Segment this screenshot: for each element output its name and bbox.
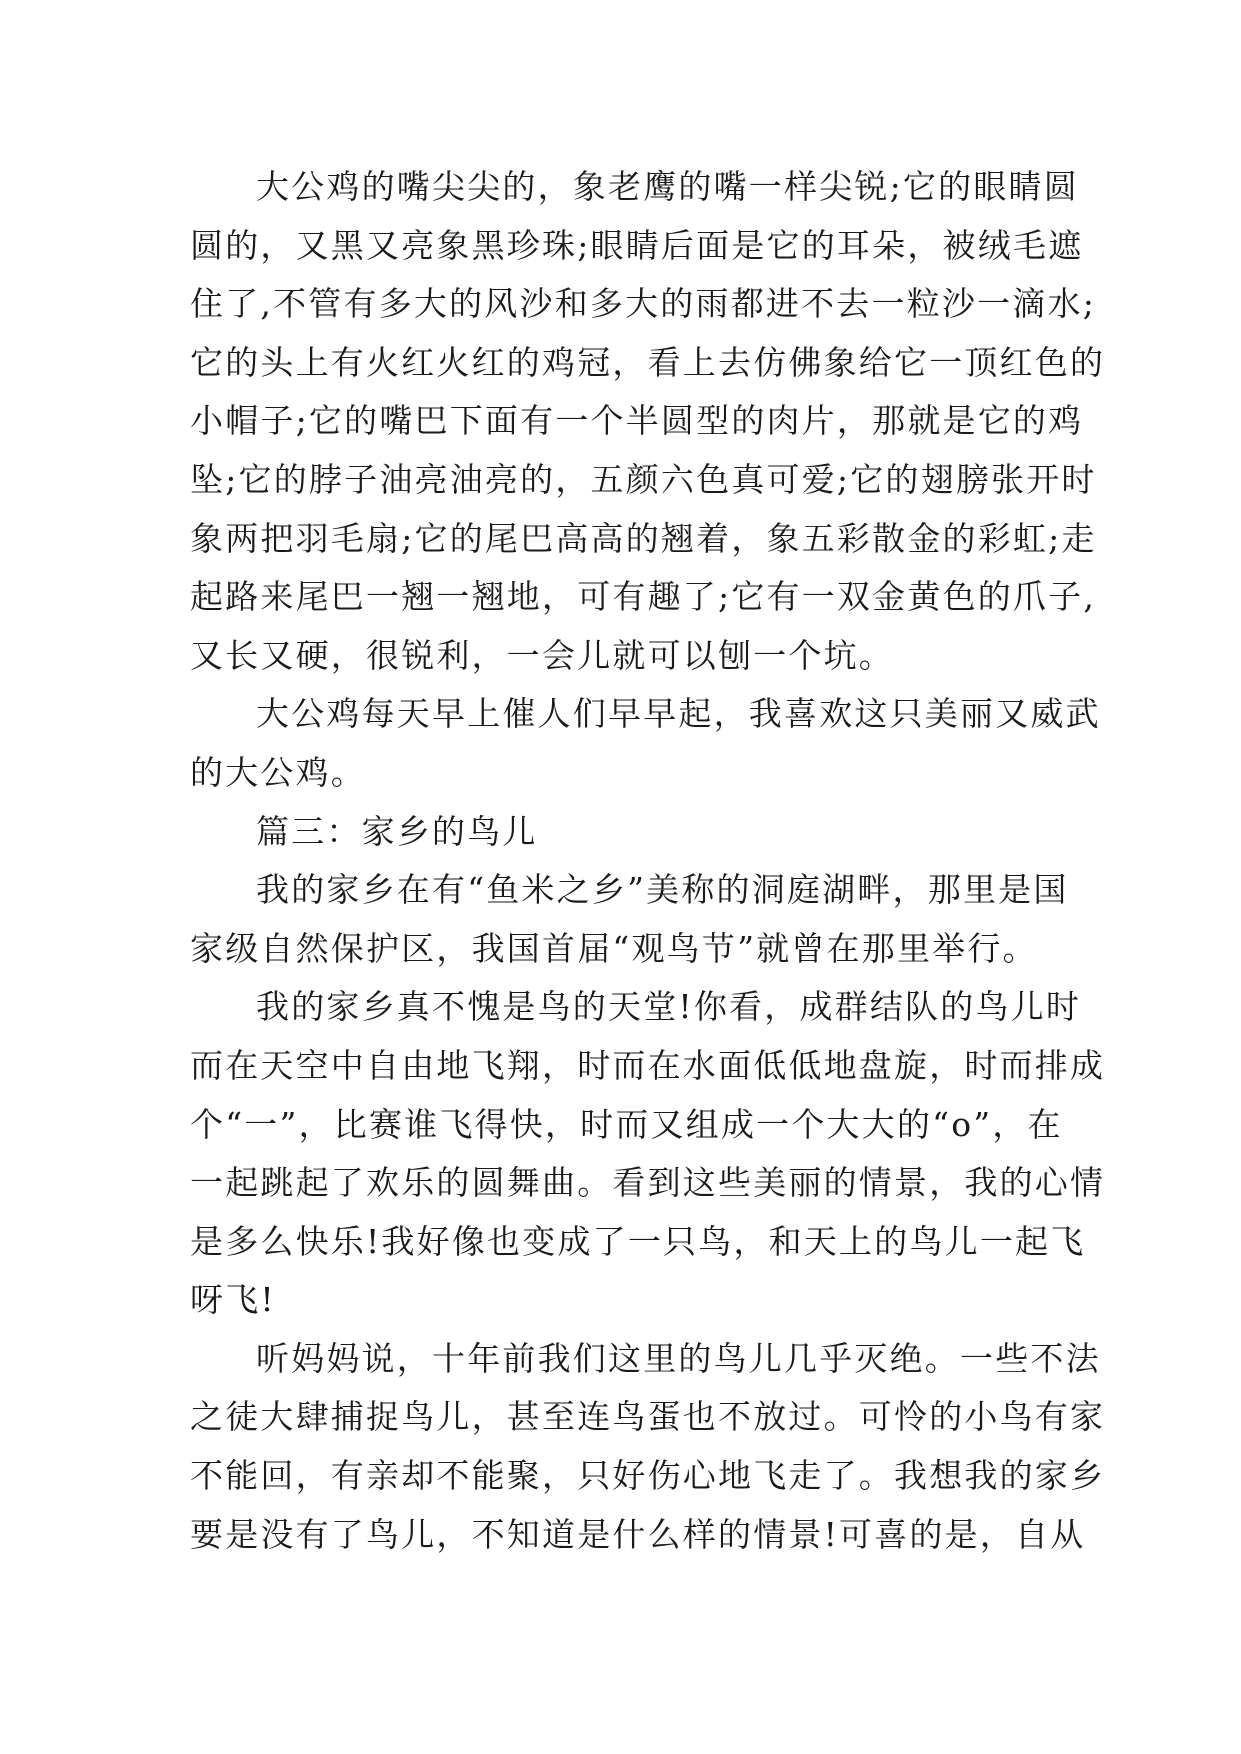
text-line: 又长又硬，很锐利，一会儿就可以刨一个坑。 (190, 635, 894, 675)
paragraph-rooster-description (190, 158, 1106, 685)
body-text (190, 158, 1106, 1564)
text-line: 呀飞! (190, 1280, 276, 1320)
text-line: 象两把羽毛扇;它的尾巴高高的翘着，象五彩散金的彩虹;走 (190, 518, 1097, 558)
text-line: 起路来尾巴一翘一翘地，可有趣了;它有一双金黄色的爪子, (190, 577, 1097, 617)
text-line: 家级自然保护区，我国首届“观鸟节”就曾在那里举行。 (190, 928, 1038, 968)
text-line: 是多么快乐!我好像也变成了一只鸟，和天上的鸟儿一起飞 (190, 1221, 1086, 1261)
text-line: 坠;它的脖子油亮油亮的，五颜六色真可爱;它的翅膀张开时 (190, 459, 1097, 499)
text-line: 要是没有了鸟儿，不知道是什么样的情景!可喜的是，自从 (190, 1514, 1086, 1554)
text-line: 我的家乡在有“鱼米之乡”美称的洞庭湖畔，那里是国 (256, 870, 1069, 910)
text-line: 我的家乡真不愧是鸟的天堂!你看，成群结队的鸟儿时 (256, 987, 1082, 1027)
text-line: 的大公鸡。 (190, 752, 366, 792)
text-line: 不能回，有亲却不能聚，只好伤心地飞走了。我想我的家乡 (190, 1456, 1106, 1496)
text-line: 个“一”，比赛谁飞得快，时而又组成一个大大的“o”，在 (190, 1104, 1063, 1144)
section-heading (190, 803, 1070, 862)
paragraph-hometown-intro (190, 861, 1070, 978)
text-line: 大公鸡的嘴尖尖的，象老鹰的嘴一样尖锐;它的眼睛圆 (256, 167, 1079, 206)
text-line: 听妈妈说，十年前我们这里的鸟儿几乎灭绝。一些不法 (256, 1338, 1101, 1378)
text-line: 大公鸡每天早上催人们早早起，我喜欢这只美丽又威武 (256, 694, 1101, 734)
text-line: 而在天空中自由地飞翔，时而在水面低低地盘旋，时而排成 (190, 1045, 1106, 1085)
paragraph-rooster-conclusion (190, 685, 1101, 802)
section-title: 篇三：家乡的鸟儿 (256, 811, 538, 851)
text-line: 住了,不管有多大的风沙和多大的雨都进不去一粒沙一滴水; (190, 284, 1097, 324)
text-line: 圆的，又黑又亮象黑珍珠;眼睛后面是它的耳朵，被绒毛遮 (190, 225, 1084, 265)
text-line: 它的头上有火红火红的鸡冠，看上去仿佛象给它一顶红色的 (190, 342, 1106, 382)
text-line: 之徒大肆捕捉鸟儿，甚至连鸟蛋也不放过。可怜的小鸟有家 (190, 1397, 1106, 1437)
paragraph-bird-paradise (190, 978, 1106, 1330)
text-line: 小帽子;它的嘴巴下面有一个半圆型的肉片，那就是它的鸡 (190, 401, 1084, 441)
paragraph-bird-history (190, 1330, 1106, 1564)
text-line: 一起跳起了欢乐的圆舞曲。看到这些美丽的情景，我的心情 (190, 1163, 1106, 1203)
